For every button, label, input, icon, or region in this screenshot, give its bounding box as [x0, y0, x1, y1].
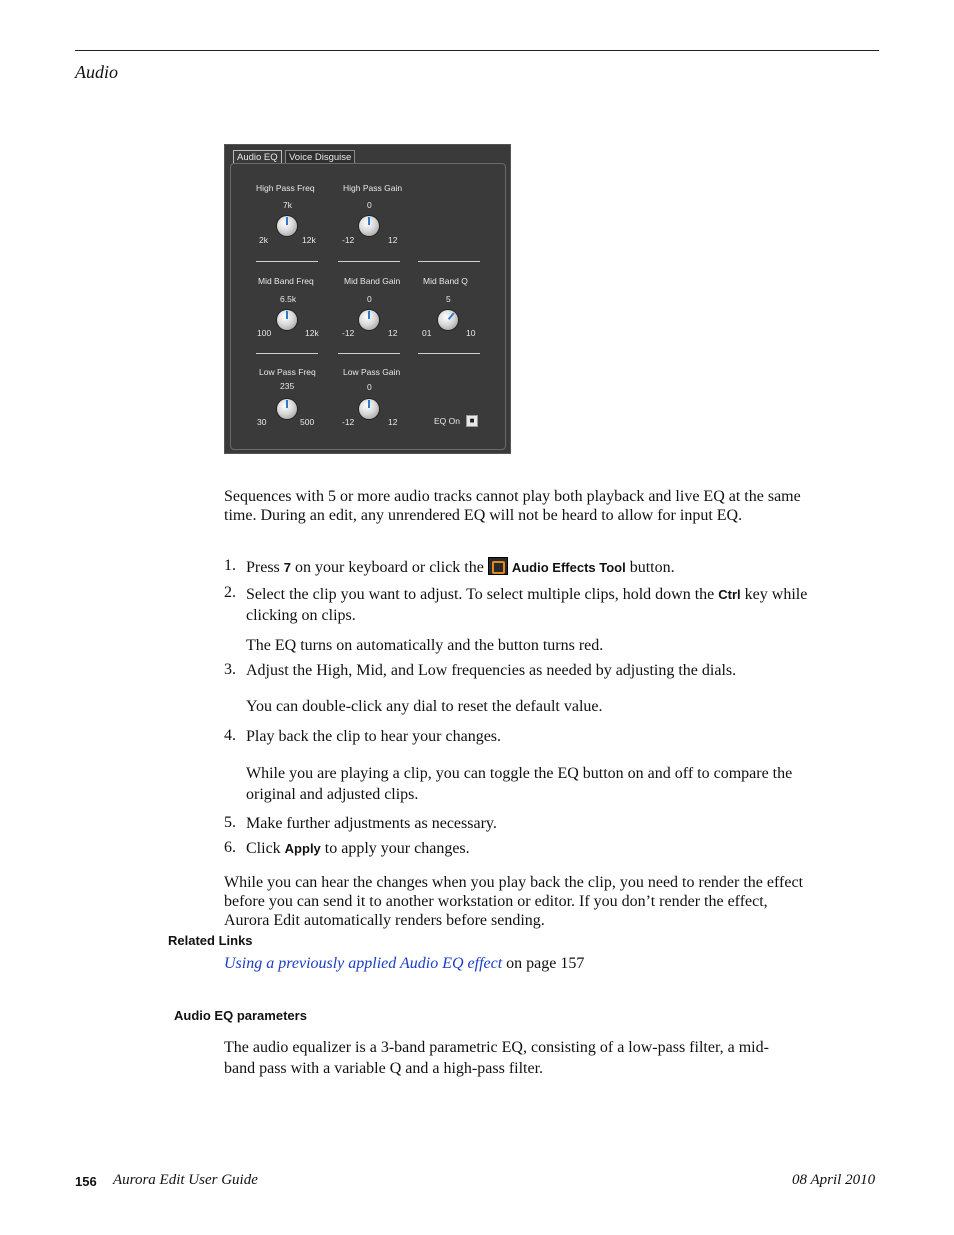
- audio-eq-panel: [224, 144, 511, 454]
- audio-eq-parameters-heading: Audio EQ parameters: [174, 1008, 307, 1023]
- key-ctrl: Ctrl: [718, 587, 741, 602]
- key-7: 7: [283, 560, 292, 575]
- low-pass-gain-max: 12: [388, 417, 398, 427]
- separator: [418, 353, 480, 354]
- low-pass-freq-min: 30: [257, 417, 267, 427]
- mid-band-freq-max: 12k: [305, 328, 319, 338]
- related-links-heading: Related Links: [168, 933, 253, 948]
- intro-paragraph: Sequences with 5 or more audio tracks cannot play both playback and live EQ at the same time. During an edit, any unrendered EQ will not be heard to allow for input EQ.: [224, 488, 801, 524]
- separator: [256, 353, 318, 354]
- eq-on-checkbox[interactable]: ■: [466, 415, 478, 427]
- publication-date: 08 April 2010: [792, 1172, 876, 1188]
- related-link-line: [224, 954, 724, 973]
- high-pass-freq-max: 12k: [302, 235, 316, 245]
- step-number: 3.: [224, 661, 236, 678]
- mid-band-gain-dial[interactable]: [359, 310, 379, 330]
- closing-paragraph: While you can hear the changes when you play back the clip, you need to render the effect before you can send it to another workstation or editor. If you don’t render the effect, Aurora Edit automatically renders before sending.: [224, 874, 804, 929]
- mid-band-freq-min: 100: [257, 328, 272, 338]
- high-pass-freq-dial[interactable]: [277, 216, 297, 236]
- low-pass-freq-dial[interactable]: [277, 399, 297, 419]
- step-2-note: The EQ turns on automatically and the button turns red.: [246, 637, 604, 654]
- low-pass-freq-value: 235: [280, 381, 295, 391]
- step-number: 1.: [224, 557, 236, 574]
- step-6-pre: Click: [246, 840, 281, 857]
- step-4-note: While you are playing a clip, you can toggle the EQ button on and off to compare the original and adjusted clips.: [246, 765, 793, 803]
- step-2-pre: Select the clip you want to adjust. To select multiple clips, hold down the: [246, 586, 715, 603]
- mid-band-q-min: 01: [422, 328, 432, 338]
- audio-effects-tool-label: Audio Effects Tool: [511, 560, 626, 575]
- page-number: 156: [75, 1174, 97, 1189]
- low-pass-gain-min: -12: [342, 417, 355, 427]
- high-pass-gain-dial[interactable]: [359, 216, 379, 236]
- low-pass-gain-dial[interactable]: [359, 399, 379, 419]
- mid-band-q-label: Mid Band Q: [423, 276, 468, 286]
- params-paragraph: The audio equalizer is a 3-band parametric EQ, consisting of a low-pass filter, a mid-band pass with a variable Q and a high-pass filter.: [224, 1039, 769, 1077]
- low-pass-freq-max: 500: [300, 417, 315, 427]
- low-pass-gain-label: Low Pass Gain: [343, 367, 401, 377]
- step-6: [246, 839, 811, 858]
- step-1-mid: on your keyboard or click the: [295, 559, 484, 576]
- separator: [338, 261, 400, 262]
- step-2: [246, 584, 811, 626]
- section-title: Audio: [75, 62, 118, 82]
- mid-band-gain-value: 0: [367, 294, 372, 304]
- high-pass-freq-label: High Pass Freq: [256, 183, 315, 193]
- high-pass-gain-min: -12: [342, 235, 355, 245]
- step-3: Adjust the High, Mid, and Low frequencies as needed by adjusting the dials.: [246, 662, 737, 679]
- mid-band-q-max: 10: [466, 328, 476, 338]
- separator: [338, 353, 400, 354]
- low-pass-freq-label: Low Pass Freq: [259, 367, 316, 377]
- high-pass-gain-value: 0: [367, 200, 372, 210]
- separator: [256, 261, 318, 262]
- eq-on-label: EQ On: [434, 416, 460, 426]
- tab-voice-disguise[interactable]: Voice Disguise: [285, 150, 355, 164]
- step-number: 4.: [224, 727, 236, 744]
- step-1-pre: Press: [246, 559, 280, 576]
- mid-band-freq-dial[interactable]: [277, 310, 297, 330]
- related-link-suffix: on page 157: [506, 955, 585, 972]
- audio-effects-tool-icon: [488, 557, 508, 575]
- high-pass-gain-max: 12: [388, 235, 398, 245]
- step-6-post: to apply your changes.: [324, 840, 470, 857]
- tab-audio-eq[interactable]: Audio EQ: [233, 150, 282, 164]
- separator: [418, 261, 480, 262]
- step-1-post: button.: [629, 559, 675, 576]
- step-number: 2.: [224, 584, 236, 601]
- mid-band-freq-label: Mid Band Freq: [258, 276, 314, 286]
- mid-band-gain-min: -12: [342, 328, 355, 338]
- low-pass-gain-value: 0: [367, 382, 372, 392]
- apply-label: Apply: [284, 841, 321, 856]
- mid-band-q-dial[interactable]: [438, 310, 458, 330]
- mid-band-freq-value: 6.5k: [280, 294, 297, 304]
- header-rule: [75, 50, 879, 51]
- high-pass-freq-min: 2k: [259, 235, 268, 245]
- step-3-note: You can double-click any dial to reset the default value.: [246, 698, 603, 715]
- step-number: 6.: [224, 839, 236, 856]
- step-number: 5.: [224, 814, 236, 831]
- step-2-post: key while clicking on clips.: [246, 586, 808, 624]
- step-5: Make further adjustments as necessary.: [246, 815, 497, 832]
- guide-title: Aurora Edit User Guide: [113, 1172, 258, 1188]
- high-pass-gain-label: High Pass Gain: [343, 183, 403, 193]
- mid-band-gain-max: 12: [388, 328, 398, 338]
- step-1: [246, 557, 816, 577]
- high-pass-freq-value: 7k: [283, 200, 292, 210]
- mid-band-gain-label: Mid Band Gain: [344, 276, 401, 286]
- related-link[interactable]: Using a previously applied Audio EQ effect: [224, 955, 503, 972]
- mid-band-q-value: 5: [446, 294, 451, 304]
- step-4: Play back the clip to hear your changes.: [246, 728, 502, 745]
